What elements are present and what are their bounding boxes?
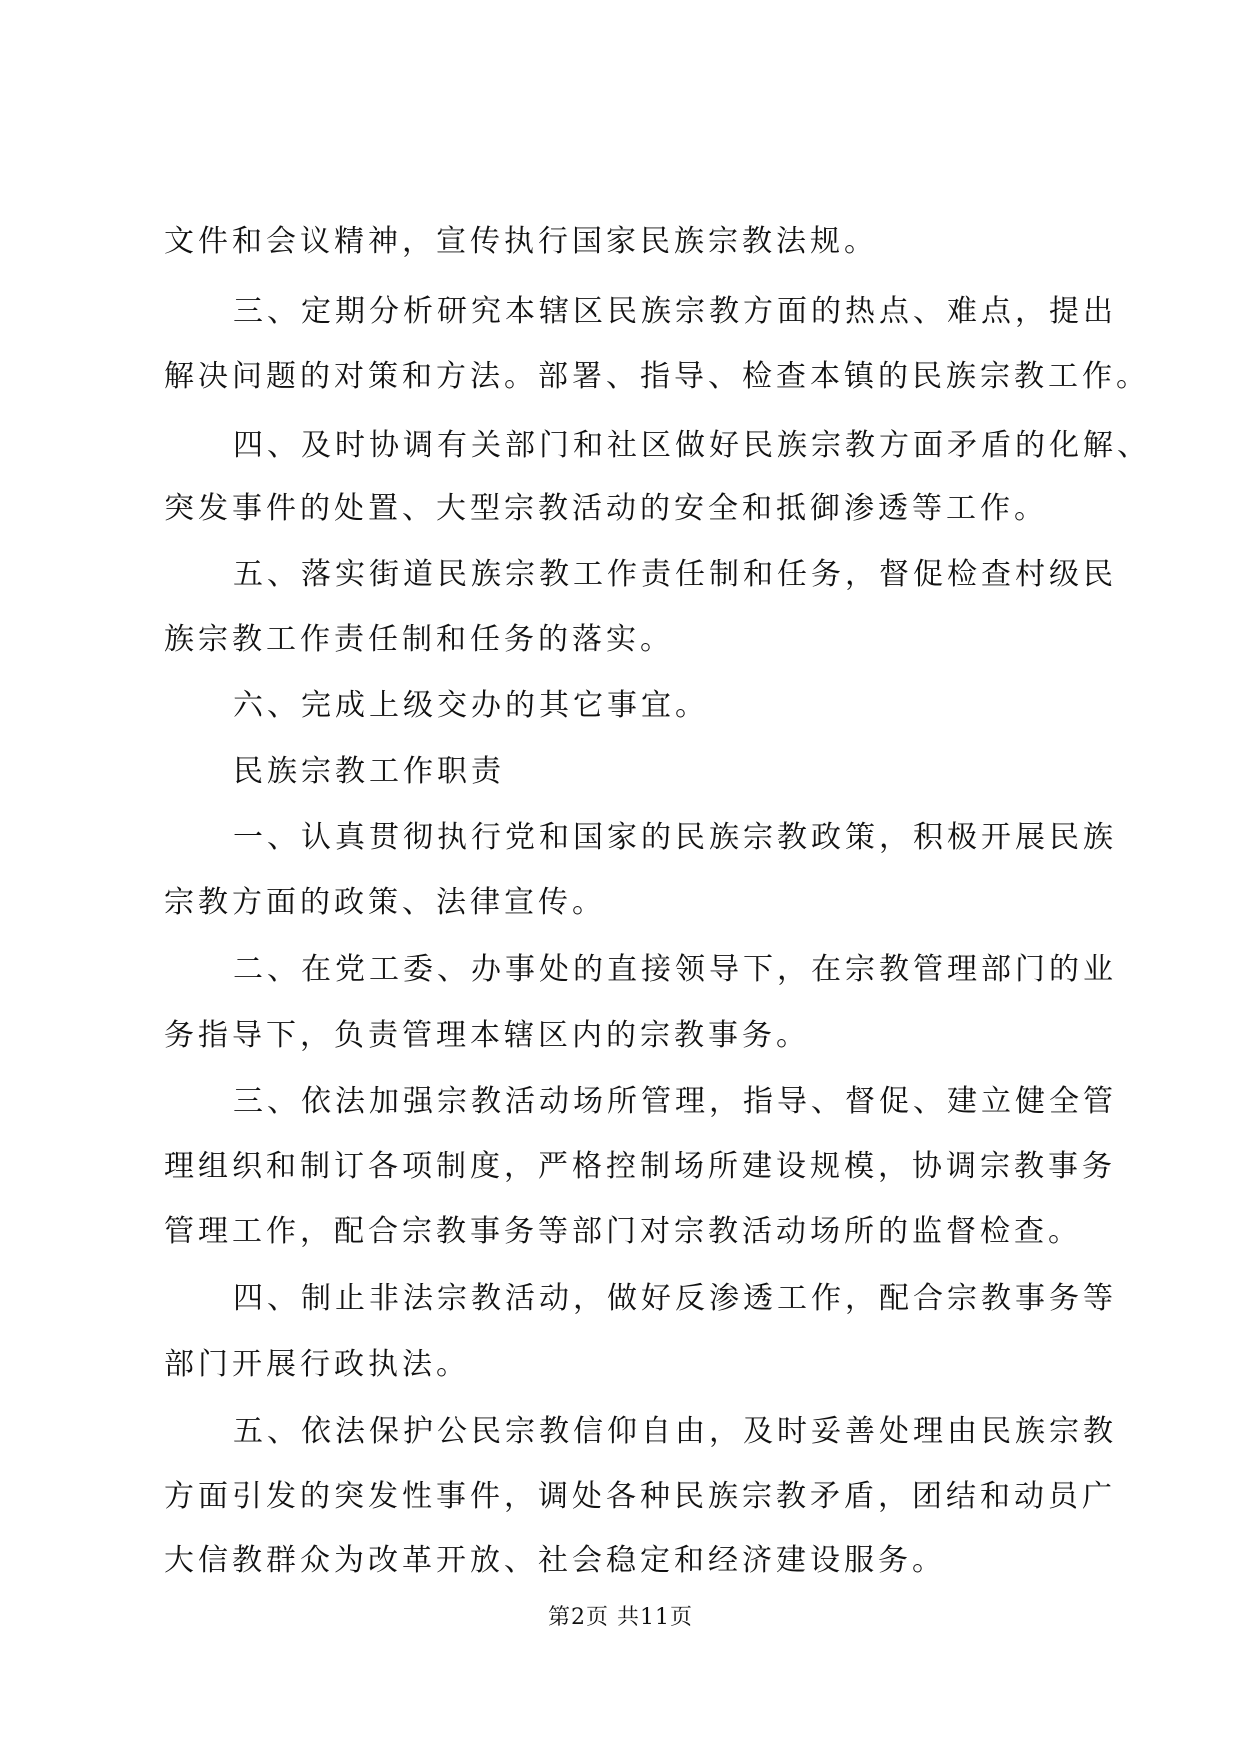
text-line: 族宗教工作责任制和任务的落实。: [164, 622, 674, 657]
text-line: 务指导下，负责管理本辖区内的宗教事务。: [164, 1018, 810, 1053]
text-line: 五、落实街道民族宗教工作责任制和任务，督促检查村级民: [233, 557, 1117, 592]
text-line: 理组织和制订各项制度，严格控制场所建设规模，协调宗教事务: [164, 1149, 1116, 1184]
text-line: 解决问题的对策和方法。部署、指导、检查本镇的民族宗教工作。: [164, 359, 1150, 394]
text-line: 管理工作，配合宗教事务等部门对宗教活动场所的监督检查。: [164, 1214, 1082, 1249]
text-line: 二、在党工委、办事处的直接领导下，在宗教管理部门的业: [233, 952, 1117, 987]
text-line: 方面引发的突发性事件，调处各种民族宗教矛盾，团结和动员广: [164, 1479, 1116, 1514]
text-line: 突发事件的处置、大型宗教活动的安全和抵御渗透等工作。: [164, 491, 1048, 526]
text-line: 一、认真贯彻执行党和国家的民族宗教政策，积极开展民族: [233, 820, 1117, 855]
text-line: 三、依法加强宗教活动场所管理，指导、督促、建立健全管: [233, 1084, 1117, 1119]
text-line: 三、定期分析研究本辖区民族宗教方面的热点、难点，提出: [233, 294, 1117, 329]
text-line: 文件和会议精神，宣传执行国家民族宗教法规。: [164, 224, 878, 259]
text-line: 四、制止非法宗教活动，做好反渗透工作，配合宗教事务等: [233, 1281, 1117, 1316]
text-line: 宗教方面的政策、法律宣传。: [164, 885, 606, 920]
section-heading: 民族宗教工作职责: [233, 754, 505, 789]
text-line: 六、完成上级交办的其它事宜。: [233, 688, 709, 723]
text-line: 四、及时协调有关部门和社区做好民族宗教方面矛盾的化解、: [233, 428, 1151, 463]
text-line: 部门开展行政执法。: [164, 1347, 470, 1382]
page-number-footer: 第2页 共11页: [548, 1605, 693, 1630]
text-line: 大信教群众为改革开放、社会稳定和经济建设服务。: [164, 1543, 946, 1578]
text-line: 五、依法保护公民宗教信仰自由，及时妥善处理由民族宗教: [233, 1414, 1117, 1449]
